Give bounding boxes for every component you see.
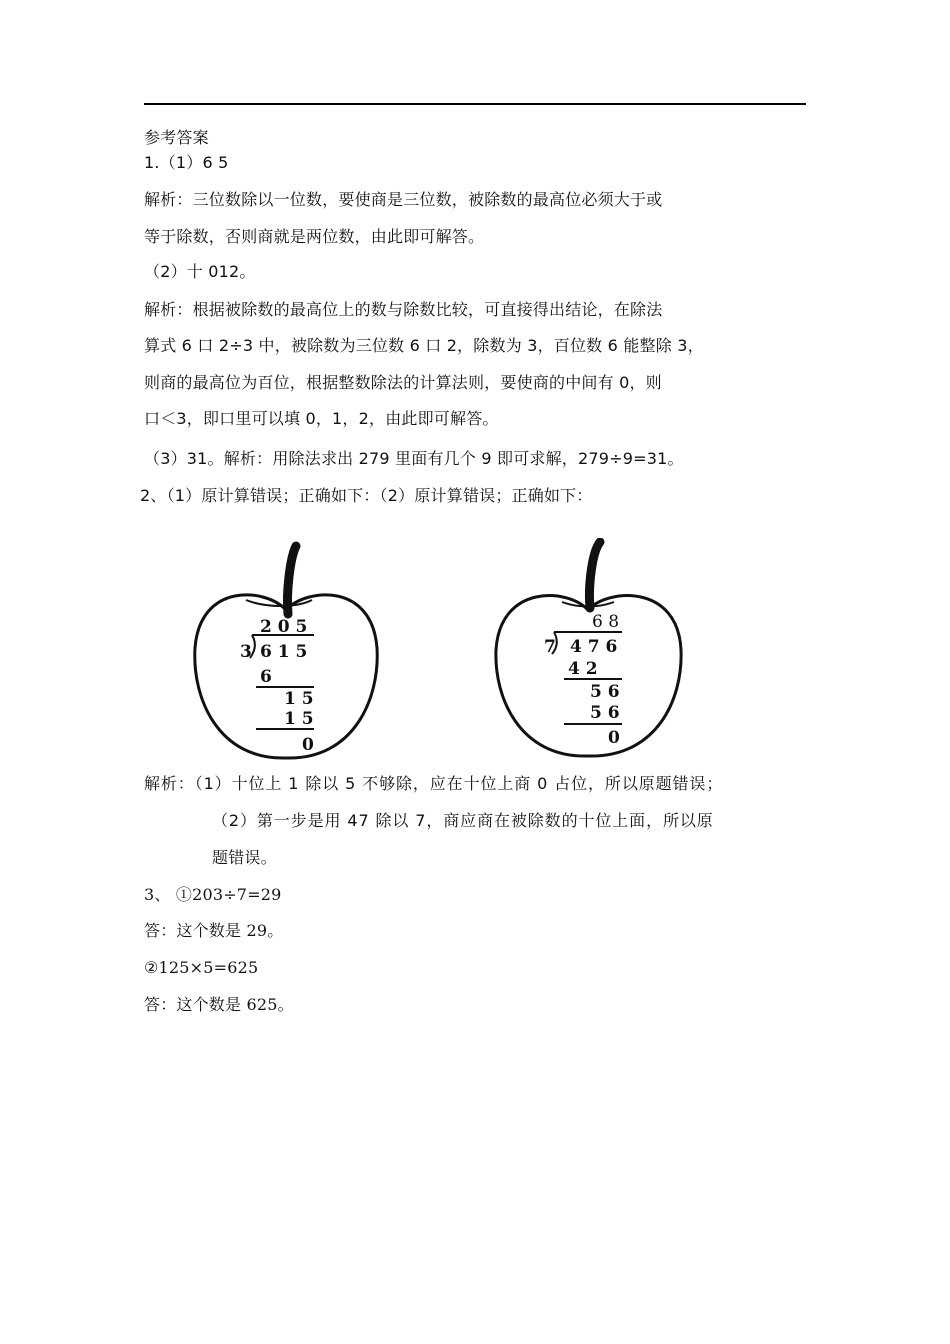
q1-analysis1-line2: 等于除数，否则商就是两位数，由此即可解答。 [144, 227, 485, 246]
dividend: 4 7 6 [570, 637, 618, 657]
q3-answer1: 答：这个数是 29。 [144, 921, 284, 940]
divisor: 7 [544, 637, 556, 657]
q1-analysis2-line1: 解析：根据被除数的最高位上的数与除数比较，可直接得出结论，在除法 [144, 300, 663, 319]
step-3: 5 6 [590, 703, 620, 723]
step-3: 1 5 [284, 709, 314, 729]
quotient: 6 8 [592, 612, 620, 632]
step-1: 6 [260, 667, 272, 687]
step-2: 1 5 [284, 689, 314, 709]
quotient: 2 0 5 [260, 617, 308, 637]
header-rule [144, 103, 806, 105]
dividend: 6 1 5 [260, 642, 308, 662]
q1-part1: 1.（1）6 5 [144, 153, 229, 172]
q2-analysis-line1: 解析：（1）十位上 1 除以 5 不够除，应在十位上商 0 占位，所以原题错误； [144, 774, 724, 793]
answers-heading: 参考答案 [144, 128, 209, 147]
q3-answer2: 答：这个数是 625。 [144, 995, 294, 1014]
q1-part3: （3）31。解析：用除法求出 279 里面有几个 9 即可求解，279÷9=31。 [144, 449, 684, 468]
q1-analysis2-line2: 算式 6 口 2÷3 中，被除数为三位数 6 口 2，除数为 3，百位数 6 能整除 3， [144, 336, 704, 355]
q1-analysis1-line1: 解析：三位数除以一位数，要使商是三位数，被除数的最高位必须大于或 [144, 190, 663, 209]
step-2: 5 6 [590, 682, 620, 702]
apple-diagram-2 [488, 538, 688, 767]
q1-part2: （2）十 012。 [144, 262, 256, 281]
step-1: 4 2 [568, 659, 598, 679]
q2-analysis-line2: （2）第一步是用 47 除以 7，商应商在被除数的十位上面，所以原 [212, 811, 714, 830]
remainder: 0 [302, 735, 314, 755]
q2-heading: 2、（1）原计算错误；正确如下：（2）原计算错误；正确如下： [140, 486, 593, 505]
remainder: 0 [608, 728, 620, 748]
q1-analysis2-line3: 则商的最高位为百位，根据整数除法的计算法则，要使商的中间有 0，则 [144, 373, 662, 392]
q1-analysis2-line4: 口＜3，即口里可以填 0，1，2，由此即可解答。 [144, 409, 499, 428]
q3-line3: ②125×5=625 [144, 958, 259, 977]
q2-analysis-line3: 题错误。 [212, 848, 277, 867]
apple-diagram-1 [186, 538, 386, 767]
divisor: 3 [240, 642, 252, 662]
q3-line1: 3、 ①203÷7=29 [144, 885, 282, 904]
apple-stem [589, 542, 600, 608]
